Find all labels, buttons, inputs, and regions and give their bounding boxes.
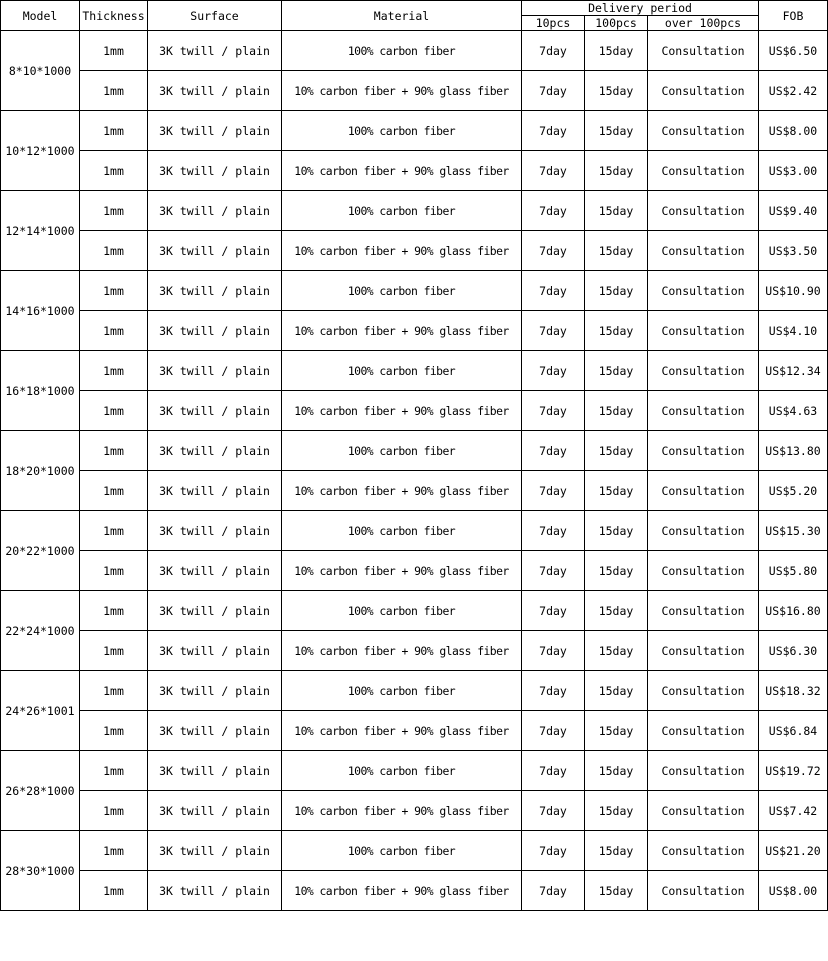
header-delivery-100pcs: 100pcs (585, 16, 648, 31)
delivery-over-100pcs-cell: Consultation (648, 351, 759, 391)
model-cell: 24*26*1001 (1, 671, 80, 751)
thickness-cell: 1mm (80, 711, 148, 751)
thickness-cell: 1mm (80, 31, 148, 71)
surface-cell: 3K twill / plain (148, 71, 282, 111)
delivery-over-100pcs-cell: Consultation (648, 751, 759, 791)
delivery-over-100pcs-cell: Consultation (648, 231, 759, 271)
delivery-10pcs-cell: 7day (522, 31, 585, 71)
fob-price-cell: US$9.40 (759, 191, 828, 231)
fob-price-cell: US$7.42 (759, 791, 828, 831)
thickness-cell: 1mm (80, 791, 148, 831)
thickness-cell: 1mm (80, 591, 148, 631)
table-row (1, 831, 828, 871)
delivery-10pcs-cell: 7day (522, 591, 585, 631)
delivery-10pcs-cell: 7day (522, 71, 585, 111)
thickness-cell: 1mm (80, 191, 148, 231)
surface-cell: 3K twill / plain (148, 151, 282, 191)
fob-price-cell: US$5.20 (759, 471, 828, 511)
fob-price-cell: US$5.80 (759, 551, 828, 591)
delivery-over-100pcs-cell: Consultation (648, 71, 759, 111)
delivery-10pcs-cell: 7day (522, 431, 585, 471)
table-row (1, 31, 828, 71)
header-delivery-period: Delivery period (522, 1, 759, 16)
fob-price-cell: US$19.72 (759, 751, 828, 791)
thickness-cell: 1mm (80, 751, 148, 791)
surface-cell: 3K twill / plain (148, 111, 282, 151)
delivery-over-100pcs-cell: Consultation (648, 711, 759, 751)
delivery-over-100pcs-cell: Consultation (648, 111, 759, 151)
thickness-cell: 1mm (80, 111, 148, 151)
fob-price-cell: US$15.30 (759, 511, 828, 551)
thickness-cell: 1mm (80, 311, 148, 351)
fob-price-cell: US$6.84 (759, 711, 828, 751)
thickness-cell: 1mm (80, 351, 148, 391)
delivery-10pcs-cell: 7day (522, 831, 585, 871)
delivery-10pcs-cell: 7day (522, 711, 585, 751)
table-body (1, 31, 828, 911)
surface-cell: 3K twill / plain (148, 231, 282, 271)
delivery-over-100pcs-cell: Consultation (648, 871, 759, 911)
delivery-10pcs-cell: 7day (522, 671, 585, 711)
delivery-100pcs-cell: 15day (585, 391, 648, 431)
thickness-cell: 1mm (80, 551, 148, 591)
thickness-cell: 1mm (80, 511, 148, 551)
surface-cell: 3K twill / plain (148, 351, 282, 391)
surface-cell: 3K twill / plain (148, 831, 282, 871)
model-cell: 16*18*1000 (1, 351, 80, 431)
model-cell: 14*16*1000 (1, 271, 80, 351)
table-row (1, 71, 828, 111)
delivery-100pcs-cell: 15day (585, 71, 648, 111)
header-material: Material (282, 1, 522, 31)
fob-price-cell: US$3.00 (759, 151, 828, 191)
thickness-cell: 1mm (80, 671, 148, 711)
delivery-10pcs-cell: 7day (522, 511, 585, 551)
fob-price-cell: US$4.10 (759, 311, 828, 351)
header-surface: Surface (148, 1, 282, 31)
delivery-over-100pcs-cell: Consultation (648, 511, 759, 551)
thickness-cell: 1mm (80, 471, 148, 511)
table-row (1, 111, 828, 151)
material-cell: 10% carbon fiber + 90% glass fiber (282, 231, 522, 271)
delivery-100pcs-cell: 15day (585, 591, 648, 631)
material-cell: 100% carbon fiber (282, 511, 522, 551)
surface-cell: 3K twill / plain (148, 591, 282, 631)
header-delivery-10pcs: 10pcs (522, 16, 585, 31)
delivery-over-100pcs-cell: Consultation (648, 191, 759, 231)
material-cell: 10% carbon fiber + 90% glass fiber (282, 791, 522, 831)
delivery-10pcs-cell: 7day (522, 191, 585, 231)
delivery-over-100pcs-cell: Consultation (648, 631, 759, 671)
surface-cell: 3K twill / plain (148, 871, 282, 911)
surface-cell: 3K twill / plain (148, 671, 282, 711)
header-fob: FOB (759, 1, 828, 31)
material-cell: 100% carbon fiber (282, 431, 522, 471)
fob-price-cell: US$6.30 (759, 631, 828, 671)
surface-cell: 3K twill / plain (148, 511, 282, 551)
model-cell: 20*22*1000 (1, 511, 80, 591)
thickness-cell: 1mm (80, 631, 148, 671)
model-cell: 12*14*1000 (1, 191, 80, 271)
delivery-over-100pcs-cell: Consultation (648, 551, 759, 591)
fob-price-cell: US$3.50 (759, 231, 828, 271)
surface-cell: 3K twill / plain (148, 631, 282, 671)
delivery-100pcs-cell: 15day (585, 231, 648, 271)
fob-price-cell: US$21.20 (759, 831, 828, 871)
delivery-10pcs-cell: 7day (522, 791, 585, 831)
thickness-cell: 1mm (80, 271, 148, 311)
delivery-100pcs-cell: 15day (585, 551, 648, 591)
model-cell: 8*10*1000 (1, 31, 80, 111)
delivery-over-100pcs-cell: Consultation (648, 791, 759, 831)
surface-cell: 3K twill / plain (148, 391, 282, 431)
surface-cell: 3K twill / plain (148, 431, 282, 471)
table-row (1, 551, 828, 591)
delivery-100pcs-cell: 15day (585, 671, 648, 711)
delivery-10pcs-cell: 7day (522, 311, 585, 351)
table-row (1, 591, 828, 631)
delivery-100pcs-cell: 15day (585, 791, 648, 831)
material-cell: 100% carbon fiber (282, 111, 522, 151)
header-delivery-over-100pcs: over 100pcs (648, 16, 759, 31)
table-row (1, 471, 828, 511)
table-row (1, 231, 828, 271)
fob-price-cell: US$2.42 (759, 71, 828, 111)
fob-price-cell: US$8.00 (759, 111, 828, 151)
surface-cell: 3K twill / plain (148, 791, 282, 831)
delivery-100pcs-cell: 15day (585, 751, 648, 791)
delivery-10pcs-cell: 7day (522, 391, 585, 431)
surface-cell: 3K twill / plain (148, 751, 282, 791)
delivery-100pcs-cell: 15day (585, 311, 648, 351)
delivery-over-100pcs-cell: Consultation (648, 431, 759, 471)
model-cell: 26*28*1000 (1, 751, 80, 831)
material-cell: 100% carbon fiber (282, 191, 522, 231)
surface-cell: 3K twill / plain (148, 551, 282, 591)
table-header (1, 1, 828, 31)
delivery-100pcs-cell: 15day (585, 191, 648, 231)
material-cell: 10% carbon fiber + 90% glass fiber (282, 311, 522, 351)
table-row (1, 271, 828, 311)
delivery-100pcs-cell: 15day (585, 511, 648, 551)
material-cell: 10% carbon fiber + 90% glass fiber (282, 391, 522, 431)
delivery-10pcs-cell: 7day (522, 751, 585, 791)
fob-price-cell: US$12.34 (759, 351, 828, 391)
material-cell: 100% carbon fiber (282, 591, 522, 631)
delivery-100pcs-cell: 15day (585, 351, 648, 391)
fob-price-cell: US$6.50 (759, 31, 828, 71)
delivery-over-100pcs-cell: Consultation (648, 591, 759, 631)
delivery-10pcs-cell: 7day (522, 551, 585, 591)
material-cell: 10% carbon fiber + 90% glass fiber (282, 471, 522, 511)
model-cell: 10*12*1000 (1, 111, 80, 191)
thickness-cell: 1mm (80, 871, 148, 911)
delivery-100pcs-cell: 15day (585, 111, 648, 151)
delivery-over-100pcs-cell: Consultation (648, 471, 759, 511)
thickness-cell: 1mm (80, 71, 148, 111)
model-cell: 18*20*1000 (1, 431, 80, 511)
surface-cell: 3K twill / plain (148, 191, 282, 231)
thickness-cell: 1mm (80, 831, 148, 871)
model-cell: 28*30*1000 (1, 831, 80, 911)
fob-price-cell: US$4.63 (759, 391, 828, 431)
delivery-100pcs-cell: 15day (585, 471, 648, 511)
delivery-10pcs-cell: 7day (522, 871, 585, 911)
delivery-100pcs-cell: 15day (585, 431, 648, 471)
material-cell: 10% carbon fiber + 90% glass fiber (282, 711, 522, 751)
delivery-100pcs-cell: 15day (585, 151, 648, 191)
surface-cell: 3K twill / plain (148, 271, 282, 311)
delivery-over-100pcs-cell: Consultation (648, 671, 759, 711)
surface-cell: 3K twill / plain (148, 311, 282, 351)
material-cell: 10% carbon fiber + 90% glass fiber (282, 71, 522, 111)
fob-price-cell: US$10.90 (759, 271, 828, 311)
material-cell: 10% carbon fiber + 90% glass fiber (282, 151, 522, 191)
delivery-over-100pcs-cell: Consultation (648, 391, 759, 431)
fob-price-cell: US$13.80 (759, 431, 828, 471)
thickness-cell: 1mm (80, 151, 148, 191)
material-cell: 100% carbon fiber (282, 271, 522, 311)
delivery-10pcs-cell: 7day (522, 471, 585, 511)
table-row (1, 711, 828, 751)
table-row (1, 431, 828, 471)
surface-cell: 3K twill / plain (148, 31, 282, 71)
delivery-over-100pcs-cell: Consultation (648, 271, 759, 311)
table-row (1, 631, 828, 671)
material-cell: 100% carbon fiber (282, 351, 522, 391)
material-cell: 100% carbon fiber (282, 751, 522, 791)
model-cell: 22*24*1000 (1, 591, 80, 671)
delivery-10pcs-cell: 7day (522, 631, 585, 671)
thickness-cell: 1mm (80, 431, 148, 471)
fob-price-cell: US$16.80 (759, 591, 828, 631)
thickness-cell: 1mm (80, 391, 148, 431)
header-model: Model (1, 1, 80, 31)
material-cell: 10% carbon fiber + 90% glass fiber (282, 551, 522, 591)
table-row (1, 351, 828, 391)
delivery-10pcs-cell: 7day (522, 351, 585, 391)
surface-cell: 3K twill / plain (148, 471, 282, 511)
surface-cell: 3K twill / plain (148, 711, 282, 751)
fob-price-cell: US$18.32 (759, 671, 828, 711)
delivery-100pcs-cell: 15day (585, 31, 648, 71)
table-row (1, 391, 828, 431)
table-row (1, 191, 828, 231)
delivery-100pcs-cell: 15day (585, 871, 648, 911)
table-row (1, 751, 828, 791)
table-row (1, 511, 828, 551)
delivery-100pcs-cell: 15day (585, 631, 648, 671)
delivery-10pcs-cell: 7day (522, 111, 585, 151)
material-cell: 100% carbon fiber (282, 831, 522, 871)
delivery-10pcs-cell: 7day (522, 271, 585, 311)
table-row (1, 311, 828, 351)
delivery-10pcs-cell: 7day (522, 151, 585, 191)
material-cell: 10% carbon fiber + 90% glass fiber (282, 631, 522, 671)
delivery-over-100pcs-cell: Consultation (648, 831, 759, 871)
delivery-over-100pcs-cell: Consultation (648, 31, 759, 71)
delivery-100pcs-cell: 15day (585, 271, 648, 311)
material-cell: 10% carbon fiber + 90% glass fiber (282, 871, 522, 911)
material-cell: 100% carbon fiber (282, 31, 522, 71)
delivery-10pcs-cell: 7day (522, 231, 585, 271)
table-row (1, 671, 828, 711)
table-row (1, 871, 828, 911)
material-cell: 100% carbon fiber (282, 671, 522, 711)
delivery-100pcs-cell: 15day (585, 711, 648, 751)
delivery-over-100pcs-cell: Consultation (648, 151, 759, 191)
header-thickness: Thickness (80, 1, 148, 31)
table-row (1, 151, 828, 191)
delivery-over-100pcs-cell: Consultation (648, 311, 759, 351)
delivery-100pcs-cell: 15day (585, 831, 648, 871)
table-row (1, 791, 828, 831)
fob-price-cell: US$8.00 (759, 871, 828, 911)
thickness-cell: 1mm (80, 231, 148, 271)
